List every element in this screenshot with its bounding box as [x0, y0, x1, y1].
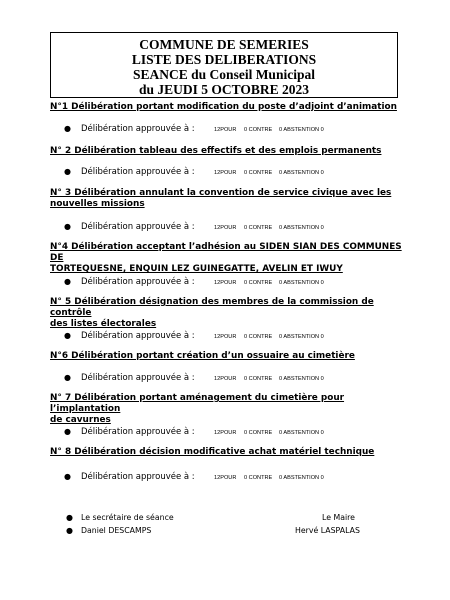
vote-abstention: 0 ABSTENTION 0 — [279, 334, 324, 340]
vote-pour: 12POUR — [214, 334, 237, 340]
vote-abstention: 0 ABSTENTION 0 — [279, 376, 324, 382]
session-title: SEANCE du Conseil Municipal — [133, 67, 315, 82]
vote-pour: 12POUR — [214, 170, 237, 176]
deliberation-title-line: N°6 Délibération portant création d’un ossuaire au cimetière — [50, 351, 355, 361]
deliberation-title-line: N° 2 Délibération tableau des effectifs et des emplois permanents — [50, 146, 382, 156]
deliberation-title-line: nouvelles missions — [50, 199, 145, 209]
vote-abstention: 0 ABSTENTION 0 — [279, 225, 324, 231]
vote-label: Délibération approuvée à : — [81, 472, 195, 482]
vote-label: Délibération approuvée à : — [81, 427, 195, 437]
vote-label: Délibération approuvée à : — [81, 373, 195, 383]
deliberation-heading — [50, 351, 402, 362]
vote-pour: 12POUR — [214, 127, 237, 133]
vote-pour: 12POUR — [214, 280, 237, 286]
secretary-name: Daniel DESCAMPS — [81, 526, 152, 535]
deliberation-title-line: N° 7 Délibération portant aménagement du cimetière pour l’implantation — [50, 393, 345, 414]
vote-label: Délibération approuvée à : — [81, 331, 195, 341]
session-date: du JEUDI 5 OCTOBRE 2023 — [138, 82, 310, 97]
mayor-name: Hervé LASPALAS — [295, 526, 360, 535]
vote-abstention: 0 ABSTENTION 0 — [279, 170, 324, 176]
vote-contre: 0 CONTRE — [244, 475, 273, 481]
bullet-icon: ● — [64, 222, 71, 231]
vote-pour: 12POUR — [214, 475, 237, 481]
bullet-icon: ● — [64, 472, 71, 481]
bullet-icon: ● — [64, 124, 71, 133]
deliberation-heading — [50, 297, 402, 330]
vote-abstention: 0 ABSTENTION 0 — [279, 475, 324, 481]
deliberation-title-line: N°1 Délibération portant modification du poste d’adjoint d’animation — [50, 102, 397, 112]
vote-pour: 12POUR — [214, 225, 237, 231]
deliberation-title-line: N° 5 Délibération désignation des membres de la commission de contrôle — [50, 297, 374, 318]
document-title: LISTE DES DELIBERATIONS — [131, 52, 317, 67]
vote-label: Délibération approuvée à : — [81, 277, 195, 287]
deliberation-title-line: N° 8 Délibération décision modificative achat matériel technique — [50, 447, 375, 457]
deliberation-title-line: de cavurnes — [50, 415, 111, 425]
secretary-role: Le secrétaire de séance — [81, 513, 174, 522]
vote-contre: 0 CONTRE — [244, 430, 273, 436]
vote-contre: 0 CONTRE — [244, 334, 273, 340]
deliberation-heading — [50, 447, 402, 458]
vote-abstention: 0 ABSTENTION 0 — [279, 280, 324, 286]
vote-label: Délibération approuvée à : — [81, 222, 195, 232]
bullet-icon: ● — [66, 513, 73, 522]
bullet-icon: ● — [64, 167, 71, 176]
vote-pour: 12POUR — [214, 430, 237, 436]
vote-label: Délibération approuvée à : — [81, 167, 195, 177]
vote-abstention: 0 ABSTENTION 0 — [279, 127, 324, 133]
commune-title: COMMUNE DE SEMERIES — [139, 37, 309, 52]
header-box — [50, 32, 398, 98]
deliberation-title-line: TORTEQUESNE, ENQUIN LEZ GUINEGATTE, AVELIN ET IWUY — [50, 264, 343, 274]
bullet-icon: ● — [64, 331, 71, 340]
vote-label: Délibération approuvée à : — [81, 124, 195, 134]
bullet-icon: ● — [66, 526, 73, 535]
vote-contre: 0 CONTRE — [244, 376, 273, 382]
deliberation-heading — [50, 393, 402, 426]
vote-contre: 0 CONTRE — [244, 225, 273, 231]
deliberation-heading — [50, 242, 402, 275]
vote-contre: 0 CONTRE — [244, 127, 273, 133]
deliberation-heading — [50, 188, 402, 210]
vote-pour: 12POUR — [214, 376, 237, 382]
bullet-icon: ● — [64, 373, 71, 382]
mayor-role: Le Maire — [322, 513, 355, 522]
vote-contre: 0 CONTRE — [244, 170, 273, 176]
bullet-icon: ● — [64, 427, 71, 436]
vote-contre: 0 CONTRE — [244, 280, 273, 286]
deliberation-heading — [50, 102, 402, 113]
deliberation-title-line: N°4 Délibération acceptant l’adhésion au SIDEN SIAN DES COMMUNES DE — [50, 242, 402, 263]
deliberation-heading — [50, 146, 402, 157]
bullet-icon: ● — [64, 277, 71, 286]
vote-abstention: 0 ABSTENTION 0 — [279, 430, 324, 436]
deliberation-title-line: N° 3 Délibération annulant la convention de service civique avec les — [50, 188, 392, 198]
deliberation-title-line: des listes électorales — [50, 319, 157, 329]
